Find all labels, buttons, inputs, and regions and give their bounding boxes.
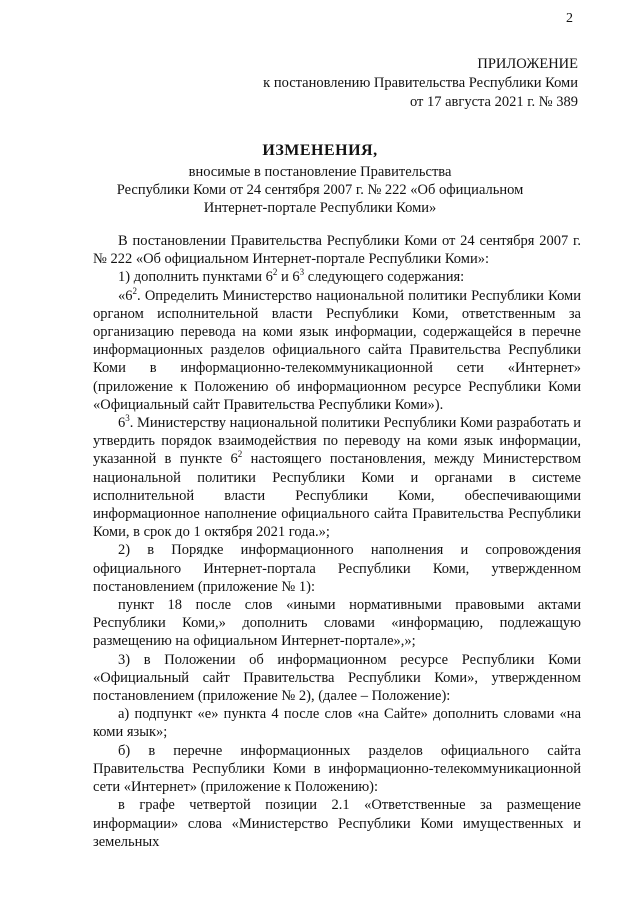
subtitle-line-3: Интернет-портале Республики Коми» [203,200,437,216]
title-block [0,142,640,217]
paragraph-point-6-2: «$6^2$. Определить Министерство национальной политики Республики Коми органом исполнительной власти Республики Коми, ответственным за организацию перевода на коми язык информации, содержащейся в перечне информационных разделов официального сайта Правительства Республики Коми в информационно-телекоммуникационной сети «Интернет» (приложение к Положению об информационном ресурсе Республики Коми «Официальный сайт Правительства Республики Коми»). [93,285,581,413]
paragraph-point-18: пункт 18 после слов «иными нормативными правовыми актами Республики Коми,» дополнить словами «информацию, подлежащую размещению на официальном Интернет-портале»,»; [93,597,581,650]
paragraph-intro: В постановлении Правительства Республики Коми от 24 сентября 2007 г. № 222 «Об официальном Интернет-портале Республики Коми»: [93,233,581,268]
page-number: 2 [566,11,573,26]
appendix-reference: к постановлению Правительства Республики Коми [263,75,578,91]
subtitle-line-1: вносимые в постановление Правительства [188,164,452,180]
paragraph-item-2: 2) в Порядке информационного наполнения и сопровождения официального Интернет-портала Республики Коми, утвержденном постановлением (приложение № 1): [93,542,581,595]
document-body [93,232,581,851]
paragraph-item-1: 1) дополнить пунктами $6^2$ и $6^3$ следующего содержания: [118,267,465,286]
paragraph-subitem-a: а) подпункт «е» пункта 4 после слов «на Сайте» дополнить словами «на коми язык»; [93,706,581,741]
subtitle-line-2: Республики Коми от 24 сентября 2007 г. № 222 «Об официальном [116,182,524,198]
paragraph-item-3: 3) в Положении об информационном ресурсе Республики Коми «Официальный сайт Правительства Республики Коми», утвержденном постановлением (приложение № 2), (далее – Положение): [93,651,581,705]
paragraph-column-4: в графе четвертой позиции 2.1 «Ответственные за размещение информации» слова «Министерство Республики Коми имущественных и земельных [93,797,581,850]
paragraph-subitem-b: б) в перечне информационных разделов официального сайта Правительства Республики Коми в информационно-телекоммуникационной сети «Интернет» (приложение к Положению): [93,742,581,796]
appendix-header [263,55,578,112]
document-subtitle [0,163,640,217]
appendix-label: ПРИЛОЖЕНИЕ [477,56,578,72]
appendix-date: от 17 августа 2021 г. № 389 [409,94,578,110]
document-title: ИЗМЕНЕНИЯ, [262,142,378,159]
paragraph-point-6-3: $6^3$. Министерству национальной политики Республики Коми разработать и утвердить порядок взаимодействия по переводу на коми язык информации, указанной в пункте $6^2$ настоящего постановления, между Министерством национальной политики Республики Коми и органами в системе исполнительной власти Республики Коми, обеспечивающими информационное наполнение официального сайта Правительства Республики Коми, в срок до 1 октября 2021 года.»; [93,413,581,541]
